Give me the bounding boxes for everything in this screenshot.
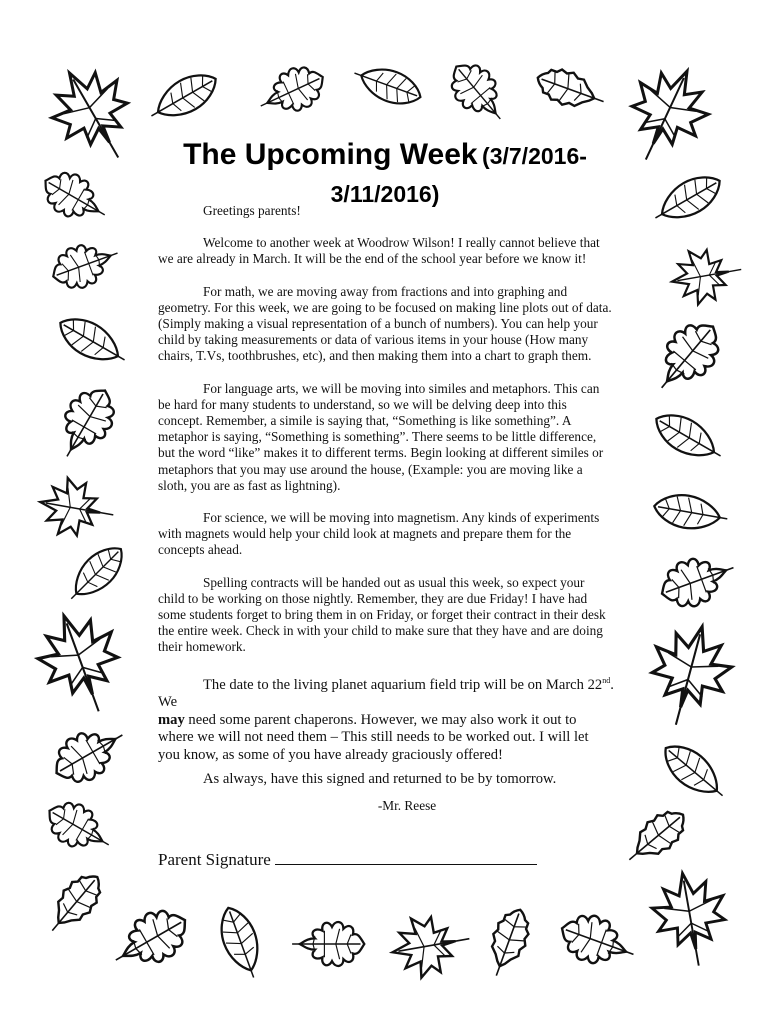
oak-leaf-icon [46,234,124,296]
birch-leaf-icon [480,904,536,981]
oak-leaf-icon [47,379,125,468]
maple-leaf-icon [35,474,118,543]
maple-leaf-icon [387,909,474,982]
oak-leaf-icon [292,922,364,966]
emphasis-may: may [158,711,185,728]
oak-leaf-icon [554,907,641,976]
greeting: Greetings parents! [203,203,301,218]
field-trip-text: The date to the living planet aquarium field trip will be on March 22 [203,676,603,693]
oak-leaf-icon [643,311,731,403]
welcome-paragraph: Welcome to another week at Woodrow Wilson! I really cannot believe that we are already in March. It will be the end of the school year before we know it! [158,235,600,267]
letter-body [158,203,614,840]
birch-leaf-icon [532,62,609,118]
oak-leaf-icon [104,899,197,981]
maple-leaf-icon [612,55,721,175]
field-trip-paragraph [158,672,614,765]
maple-leaf-icon [27,603,135,725]
elm-leaf-icon [647,167,727,232]
elm-leaf-icon [60,538,131,609]
elm-leaf-icon [143,65,223,130]
elm-leaf-icon [652,490,731,535]
elm-leaf-icon [213,902,269,983]
birch-leaf-icon [618,802,693,873]
oak-leaf-icon [39,793,119,863]
maple-leaf-icon [667,243,746,308]
science-paragraph: For science, we will be moving into magnetism. Any kinds of experiments with magnets would help your child look at magnets and prepare them for the concepts ahead. [158,510,600,558]
parent-signature-line [158,848,537,870]
title-dates: (3/7/2016-3/11/2016) [330,143,587,207]
maple-leaf-icon [638,617,740,735]
elm-leaf-icon [349,59,425,112]
oak-leaf-icon [252,58,332,125]
signoff: -Mr. Reese [377,798,437,814]
maple-leaf-icon [647,867,734,972]
title-main: The Upcoming Week [183,138,478,171]
oak-leaf-icon [35,163,115,233]
signature-label: Parent Signature [158,850,271,869]
language-arts-paragraph: For language arts, we will be moving into similes and metaphors. This can be hard for many students to understand, so we will be delving deep into this concept. Remember, a simile is saying that, “Something is like something”. A metaphor is saying, “Something is something”. There seems to be little difference, but the word “like” makes it to different terms. Begin looking at different similes or metaphors that you may use around the house, (Example: you are moving like a sloth, you are as fast as lightning). [158,380,604,493]
field-trip-rest: need some parent chaperons. However, we may also work it out to where we will not need them – This still needs to be worked out. I will let you know, as some of you have already graciously offered! [158,711,589,763]
oak-leaf-icon [440,53,516,132]
maple-leaf-icon [37,54,151,176]
math-paragraph: For math, we are moving away from fractions and into graphing and geometry. For this week, we are going to be focused on making line plots out of data. (Simply making a visual representation of a bunch of numbers). You can help your child by taking measurements or data of various items in your house (How many chairs, T.Vs, toothbrushes, etc), and then making them into a chart to graph them. [158,283,612,364]
elm-leaf-icon [655,736,733,808]
closing-line: As always, have this signed and returned to be by tomorrow. [203,770,557,787]
field-trip-text-after: . We [158,676,614,711]
signature-blank [275,848,537,865]
ordinal-suffix: nd [602,675,611,685]
elm-leaf-icon [648,405,728,470]
oak-leaf-icon [45,715,134,793]
spelling-paragraph: Spelling contracts will be handed out as usual this week, so expect your child to be working on those nightly. Remember, they are due Friday! I have had some students forget to bring them in on Friday, or forget their contract in their desk the entire week. Check in with your child to make sure that they have and are doing their homework. [158,574,606,655]
oak-leaf-icon [654,546,741,615]
birch-leaf-icon [39,866,110,941]
elm-leaf-icon [52,309,132,374]
